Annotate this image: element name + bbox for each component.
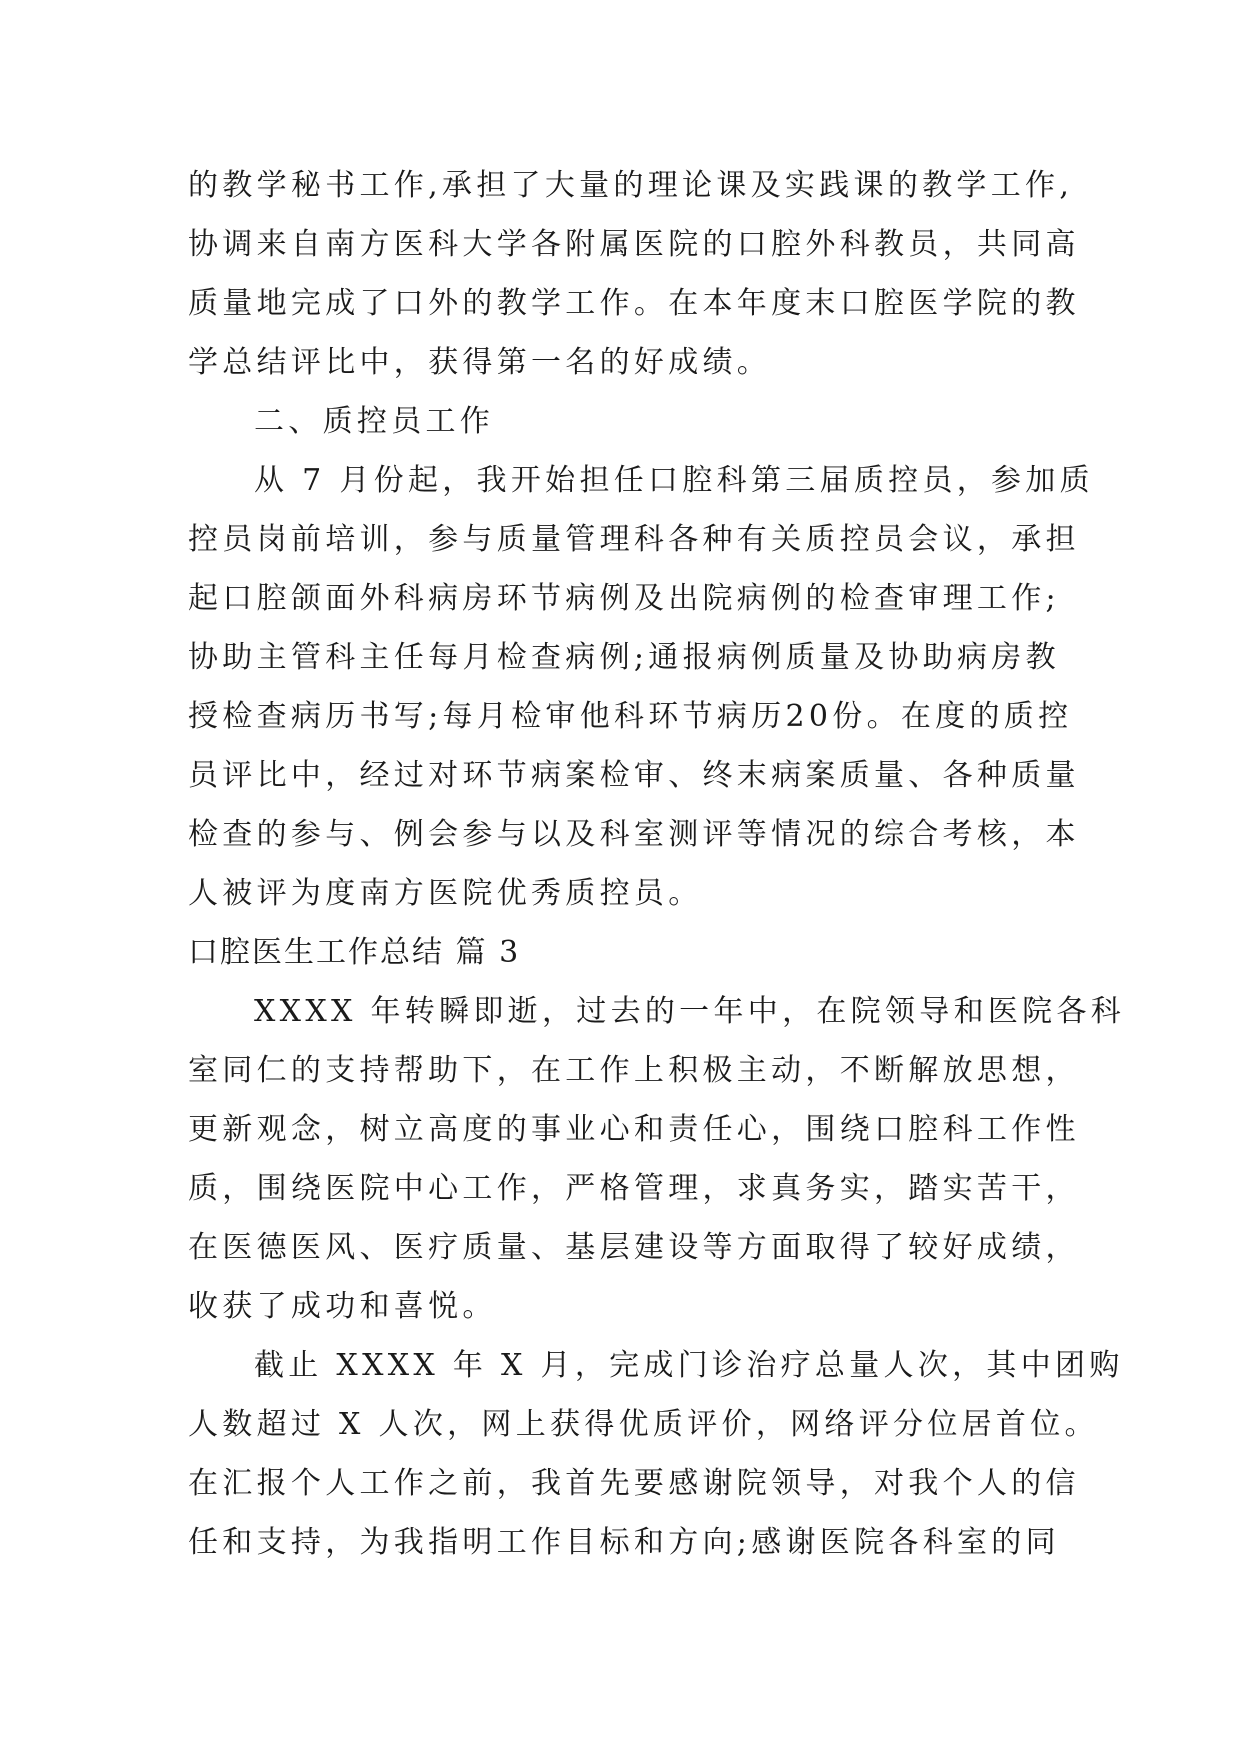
text-line: 从 7 月份起，我开始担任口腔科第三届质控员，参加质 xyxy=(254,463,1094,498)
text-line: 检查的参与、例会参与以及科室测评等情况的综合考核，本 xyxy=(188,817,1080,852)
text-line: 质量地完成了口外的教学工作。在本年度末口腔医学院的教 xyxy=(188,286,1080,321)
text-line: 人被评为度南方医院优秀质控员。 xyxy=(188,876,703,911)
text-line: 室同仁的支持帮助下，在工作上积极主动，不断解放思想， xyxy=(188,1053,1080,1088)
text-line: 员评比中，经过对环节病案检审、终末病案质量、各种质量 xyxy=(188,758,1080,793)
text-line: 学总结评比中，获得第一名的好成绩。 xyxy=(188,345,772,380)
text-line: 协助主管科主任每月检查病例;通报病例质量及协助病房教 xyxy=(188,640,1060,675)
section-heading: 口腔医生工作总结 篇 3 xyxy=(188,935,521,970)
text-line: 授检查病历书写;每月检审他科环节病历20份。在度的质控 xyxy=(188,699,1073,734)
text-line: 协调来自南方医科大学各附属医院的口腔外科教员，共同高 xyxy=(188,227,1080,262)
text-line: 在汇报个人工作之前，我首先要感谢院领导，对我个人的信 xyxy=(188,1466,1080,1501)
text-line: 人数超过 X 人次，网上获得优质评价，网络评分位居首位。 xyxy=(188,1407,1099,1442)
text-line: 截止 XXXX 年 X 月，完成门诊治疗总量人次，其中团购 xyxy=(254,1348,1124,1383)
text-line: 质，围绕医院中心工作，严格管理，求真务实，踏实苦干， xyxy=(188,1171,1080,1206)
text-line: 控员岗前培训，参与质量管理科各种有关质控员会议，承担 xyxy=(188,522,1080,557)
text-line: 在医德医风、医疗质量、基层建设等方面取得了较好成绩， xyxy=(188,1230,1080,1265)
document-body xyxy=(188,156,1126,1572)
text-line: 更新观念，树立高度的事业心和责任心，围绕口腔科工作性 xyxy=(188,1112,1080,1147)
text-line: 收获了成功和喜悦。 xyxy=(188,1289,497,1324)
text-line: XXXX 年转瞬即逝，过去的一年中，在院领导和医院各科 xyxy=(254,994,1126,1029)
text-line: 的教学秘书工作,承担了大量的理论课及实践课的教学工作, xyxy=(188,168,1074,203)
text-line: 二、质控员工作 xyxy=(254,404,495,439)
text-line: 起口腔颌面外科病房环节病例及出院病例的检查审理工作; xyxy=(188,581,1060,616)
text-line: 任和支持，为我指明工作目标和方向;感谢医院各科室的同 xyxy=(188,1525,1060,1560)
